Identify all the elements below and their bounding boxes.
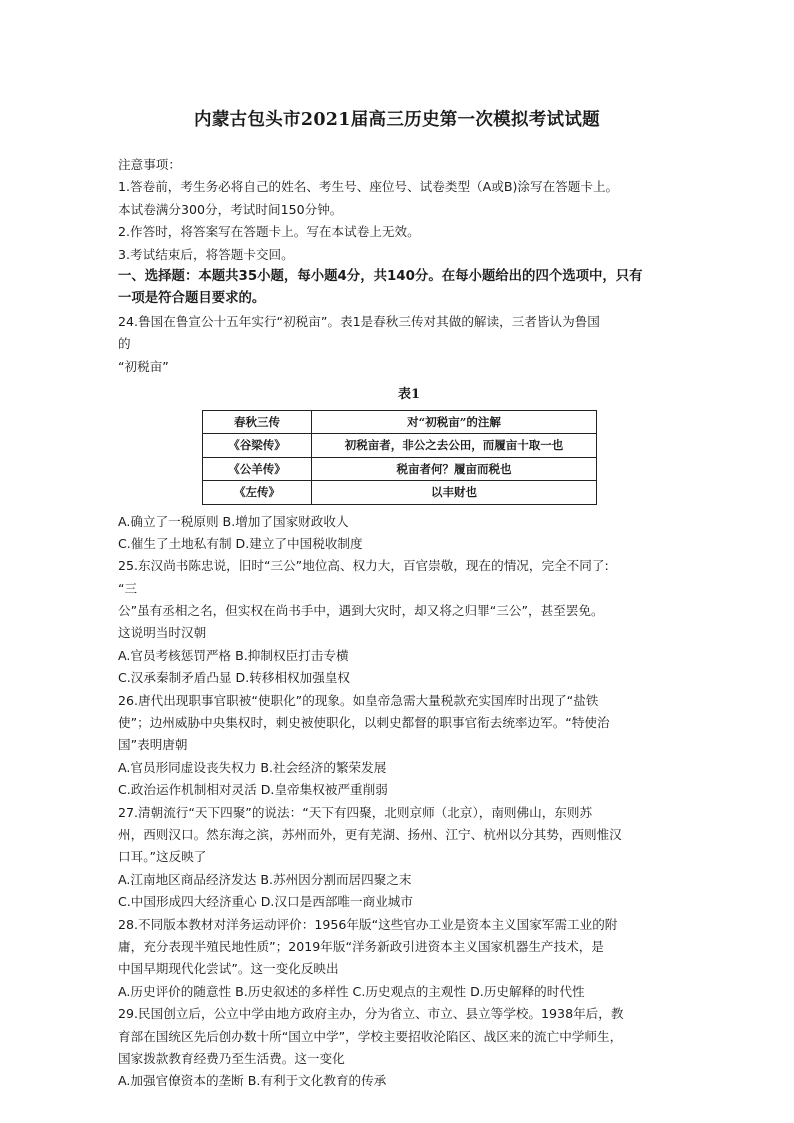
question-26-stem: 国”表明唐朝 [118,737,188,753]
table-cell: 初税亩者，非公之去公田，而履亩十取一也 [312,434,597,457]
question-24-stem: “初税亩” [118,358,169,374]
question-29-stem: 29.民国创立后，公立中学由地方政府主办，分为省立、市立、县立等学校。1938年后，教 [118,1006,624,1022]
note-line: 1.答卷前，考生务必将自己的姓名、考生号、座位号、试卷类型（A或B)涂写在答题卡上。 [118,179,619,195]
question-24-stem: 24.鲁国在鲁宣公十五年实行“初税亩”。表1是春秋三传对其做的解读，三者皆认为鲁国 [118,313,600,329]
annotation-table [202,410,597,505]
question-25-stem: 25.东汉尚书陈忠说，旧时“三公”地位高、权力大，百官崇敬，现在的情况，完全不同了: [118,558,609,574]
question-28-stem: 28.不同版本教材对洋务运动评价：1956年版“这些官办工业是资本主义国家军需工业的附 [118,916,618,932]
table-cell: 《左传》 [203,481,312,504]
question-26-stem: 26.唐代出现职事官职被“使职化”的现象。如皇帝急需大量税款充实国库时出现了“盐铁 [118,692,599,708]
table-header-cell: 春秋三传 [203,410,312,433]
table-header-cell: 对“初税亩”的注解 [312,410,597,433]
question-28-option: A.历史评价的随意性 B.历史叙述的多样性 C.历史观点的主观性 D.历史解释的时代性 [118,983,585,999]
question-27-stem: 27.清朝流行“天下四聚”的说法：“天下有四聚，北则京师（北京），南则佛山，东则苏 [118,804,593,820]
table-caption: 表1 [397,386,421,402]
table-header-row [203,410,597,433]
question-28-stem: 中国早期现代化尝试”。这一变化反映出 [118,961,339,977]
table-row [203,434,597,457]
question-29-stem: 国家拨款教育经费乃至生活费。这一变化 [118,1050,345,1066]
table-cell: 税亩者何？履亩而税也 [312,457,597,480]
table-row [203,481,597,504]
question-28-stem: 庸，充分表现半殖民地性质”；2019年版“洋务新政引进资本主义国家机器生产技术，是 [118,938,604,954]
exam-body [118,154,690,1093]
table-row [203,457,597,480]
question-29-option: A.加强官僚资本的垄断 B.有利于文化教育的传承 [118,1073,387,1089]
question-25-stem: “三 [118,580,138,596]
notes-heading: 注意事项： [118,157,181,172]
table-cell: 《公羊传》 [203,457,312,480]
note-line: 3.考试结束后，将答题卡交回。 [118,246,294,262]
question-24-option: C.催生了土地私有制 D.建立了中国税收制度 [118,535,363,551]
question-26-stem: 使”；边州威胁中央集权时，刺史被使职化，以刺史都督的职事官衔去统率边军。“特使治 [118,715,610,731]
section-heading: 一项是符合题目要求的。 [118,291,266,307]
question-27-stem: 口耳。”这反映了 [118,849,207,865]
question-24-stem: 的 [118,336,131,352]
question-27-option: C.中国形成四大经济重心 D.汉口是西部唯一商业城市 [118,894,413,910]
question-25-stem: 公”虽有丞相之名，但实权在尚书手中，遇到大灾时，却又将之归罪“三公”，甚至罢免。 [118,603,604,619]
table-cell: 以丰财也 [312,481,597,504]
question-25-option: A.官员考核惩罚严格 B.抑制权臣打击专横 [118,647,349,663]
exam-title: 内蒙古包头市2021届高三历史第一次模拟考试试题 [194,110,600,130]
question-27-option: A.江南地区商品经济发达 B.苏州因分割而居四聚之末 [118,871,412,887]
note-line: 2.作答时，将答案写在答题卡上。写在本试卷上无效。 [118,224,420,240]
question-29-stem: 育部在国统区先后创办数十所“国立中学”，学校主要招收沦陷区、战区来的流亡中学师生， [118,1028,623,1044]
question-26-option: A.官员形同虚设丧失权力 B.社会经济的繁荣发展 [118,759,387,775]
question-24-option: A.确立了一税原则 B.增加了国家财政收人 [118,513,349,529]
note-line: 本试卷满分300分，考试时间150分钟。 [118,201,343,217]
question-27-stem: 州，西则汉口。然东海之滨，苏州而外，更有芜湖、扬州、江宁、杭州以分其势，西则惟汉 [118,827,622,842]
section-heading: 一、选择题：本题共35小题，每小题4分，共140分。在每小题给出的四个选项中，只有 [118,268,643,284]
question-25-stem: 这说明当时汉朝 [118,625,207,641]
table-cell: 《谷梁传》 [203,434,312,457]
question-25-option: C.汉承秦制矛盾凸显 D.转移相权加强皇权 [118,670,351,686]
question-26-option: C.政治运作机制相对灵活 D.皇帝集权被严重削弱 [118,782,388,798]
